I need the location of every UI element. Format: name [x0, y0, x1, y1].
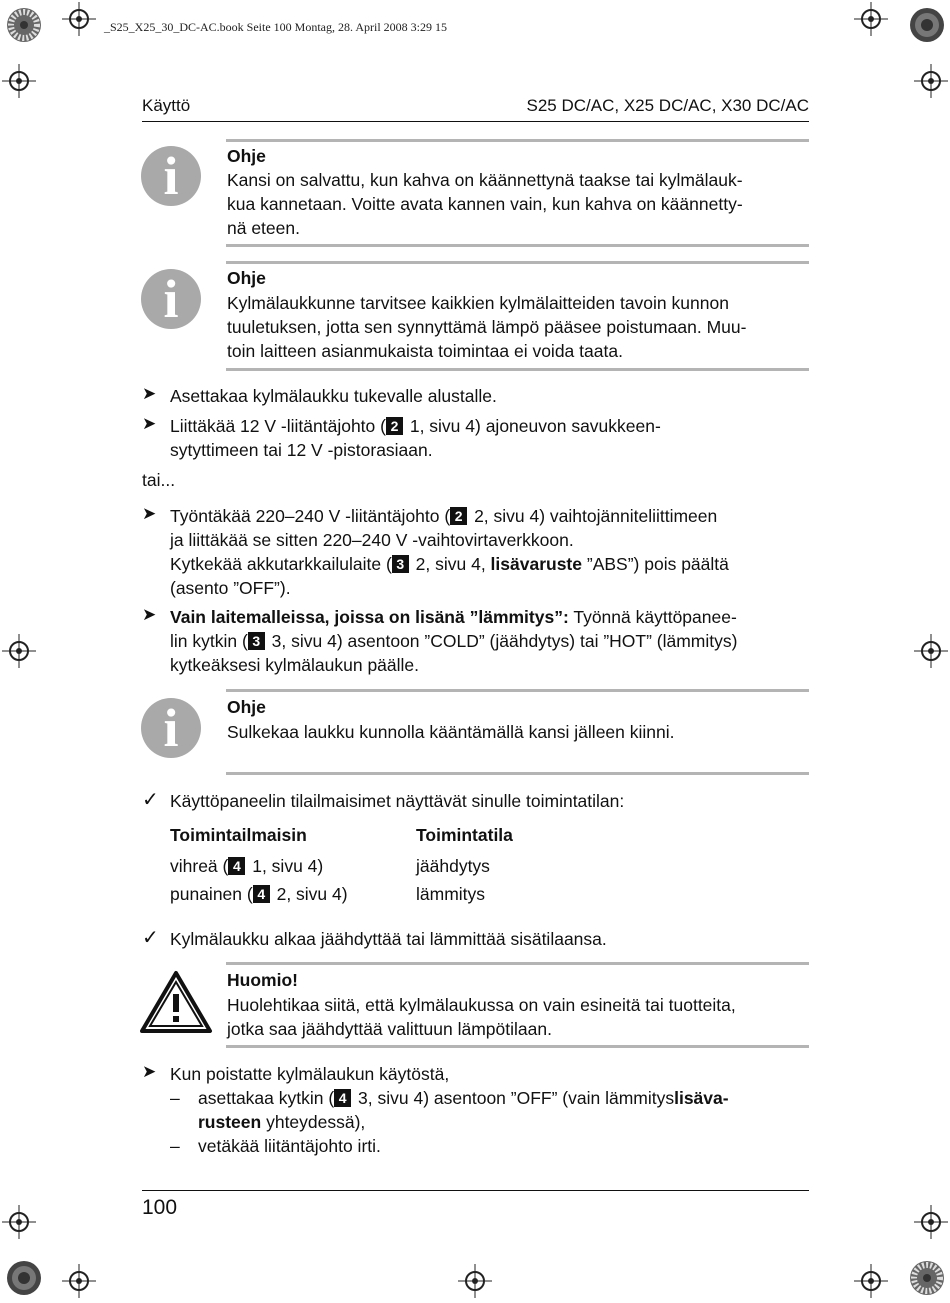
note-body: Kylmälaukkunne tarvitsee kaikkien kylmälaitteiden tavoin kunnon tuuletuksen, jotta sen synnyttämä lämpö pääsee poistumaan. Muu- toin laitteen asianmukaista toimintaa ei voida taata. [227, 293, 747, 361]
step-text: Kun poistatte kylmälaukun käytöstä, [170, 1064, 450, 1084]
crosshair-icon [458, 1264, 492, 1298]
registration-sunburst-icon [6, 1260, 42, 1296]
warning-bottom-rule [226, 1045, 809, 1048]
note-title: Ohje [227, 697, 266, 717]
result-text: Kylmälaukku alkaa jäähdyttää tai lämmittää sisätilaansa. [170, 929, 607, 949]
table-header: Toimintailmaisin [170, 825, 307, 845]
header-rule [142, 121, 809, 122]
running-header-models: S25 DC/AC, X25 DC/AC, X30 DC/AC [526, 96, 809, 115]
alternative-label: tai... [142, 470, 176, 490]
info-icon: i [141, 146, 201, 206]
step-text: Liittäkää 12 V -liitäntäjohto ( 2 1, sivu 4) ajoneuvon savukkeen- sytyttimeen tai 12 V -pistorasiaan. [170, 416, 661, 460]
info-icon: i [141, 698, 201, 758]
dash-icon: – [170, 1136, 180, 1156]
crosshair-icon [914, 64, 948, 98]
crosshair-icon [2, 1205, 36, 1239]
step-text: Vain laitemalleissa, joissa on lisänä ”lämmitys”: Työnnä käyttöpanee- lin kytkin ( 3 3, sivu 4) asentoon ”COLD” (jäähdytys) tai ”HOT” (lämmitys) kytkeäksesi kylmälaukun päälle. [170, 607, 738, 675]
note-bottom-rule [226, 772, 809, 775]
substep-text: asettakaa kytkin ( 4 3, sivu 4) asentoon ”OFF” (vain lämmityslisäva- rusteen yhteydessä), [198, 1088, 729, 1132]
warning-triangle-icon [139, 970, 213, 1034]
crosshair-icon [914, 1205, 948, 1239]
print-slug: _S25_X25_30_DC-AC.book Seite 100 Montag, 28. April 2008 3:29 15 [104, 20, 448, 34]
registration-sunburst-icon [909, 1260, 945, 1296]
note-bottom-rule [226, 244, 809, 247]
running-header-section: Käyttö [142, 96, 191, 115]
table-cell: punainen ( 4 2, sivu 4) [170, 884, 348, 904]
figure-reference-badge: 2 [386, 417, 403, 435]
note-title: Ohje [227, 146, 266, 166]
note-top-rule [226, 261, 809, 264]
crosshair-icon [854, 2, 888, 36]
checkmark-icon: ✓ [142, 789, 159, 811]
warning-title: Huomio! [227, 970, 298, 990]
note-top-rule [226, 139, 809, 142]
crosshair-icon [2, 634, 36, 668]
note-body: Kansi on salvattu, kun kahva on käännettynä taakse tai kylmälauk- kua kannetaan. Voitte avata kannen vain, kun kahva on käännetty- nä eteen. [227, 170, 743, 238]
figure-reference-badge: 3 [392, 555, 409, 573]
note-top-rule [226, 689, 809, 692]
step-text: Asettakaa kylmälaukku tukevalle alustalle. [170, 386, 497, 406]
table-cell: jäähdytys [416, 856, 490, 876]
checkmark-icon: ✓ [142, 927, 159, 949]
table-header: Toimintatila [416, 825, 513, 845]
figure-reference-badge: 4 [334, 1089, 351, 1107]
crosshair-icon [62, 2, 96, 36]
arrowhead-icon: ➤ [142, 1062, 157, 1081]
registration-sunburst-icon [909, 7, 945, 43]
step-text: Työntäkää 220–240 V -liitäntäjohto ( 2 2, sivu 4) vaihtojänniteliittimeen ja liittäkää se sitten 220–240 V -vaihtovirtaverkkoon. Kytkekää akkutarkkailulaite ( 3 2, sivu 4, lisävaruste ”ABS”) pois päältä (asento ”OFF”). [170, 506, 729, 598]
arrowhead-icon: ➤ [142, 384, 157, 403]
note-bottom-rule [226, 368, 809, 371]
page-number: 100 [142, 1196, 178, 1219]
note-body: Sulkekaa laukku kunnolla kääntämällä kansi jälleen kiinni. [227, 722, 675, 742]
figure-reference-badge: 4 [228, 857, 245, 875]
info-icon: i [141, 269, 201, 329]
warning-body: Huolehtikaa siitä, että kylmälaukussa on vain esineitä tai tuotteita, jotka saa jäähdyttää valittuun lämpötilaan. [227, 995, 736, 1039]
crosshair-icon [62, 1264, 96, 1298]
figure-reference-badge: 2 [450, 507, 467, 525]
warning-top-rule [226, 962, 809, 965]
crosshair-icon [914, 634, 948, 668]
footer-rule [142, 1190, 809, 1191]
arrowhead-icon: ➤ [142, 504, 157, 523]
result-text: Käyttöpaneelin tilailmaisimet näyttävät sinulle toimintatilan: [170, 791, 625, 811]
figure-reference-badge: 4 [253, 885, 270, 903]
arrowhead-icon: ➤ [142, 414, 157, 433]
arrowhead-icon: ➤ [142, 605, 157, 624]
registration-sunburst-icon [6, 7, 42, 43]
table-cell: vihreä ( 4 1, sivu 4) [170, 856, 324, 876]
crosshair-icon [2, 64, 36, 98]
dash-icon: – [170, 1088, 180, 1108]
substep-text: vetäkää liitäntäjohto irti. [198, 1136, 381, 1156]
note-title: Ohje [227, 268, 266, 288]
figure-reference-badge: 3 [248, 632, 265, 650]
table-cell: lämmitys [416, 884, 486, 904]
crosshair-icon [854, 1264, 888, 1298]
